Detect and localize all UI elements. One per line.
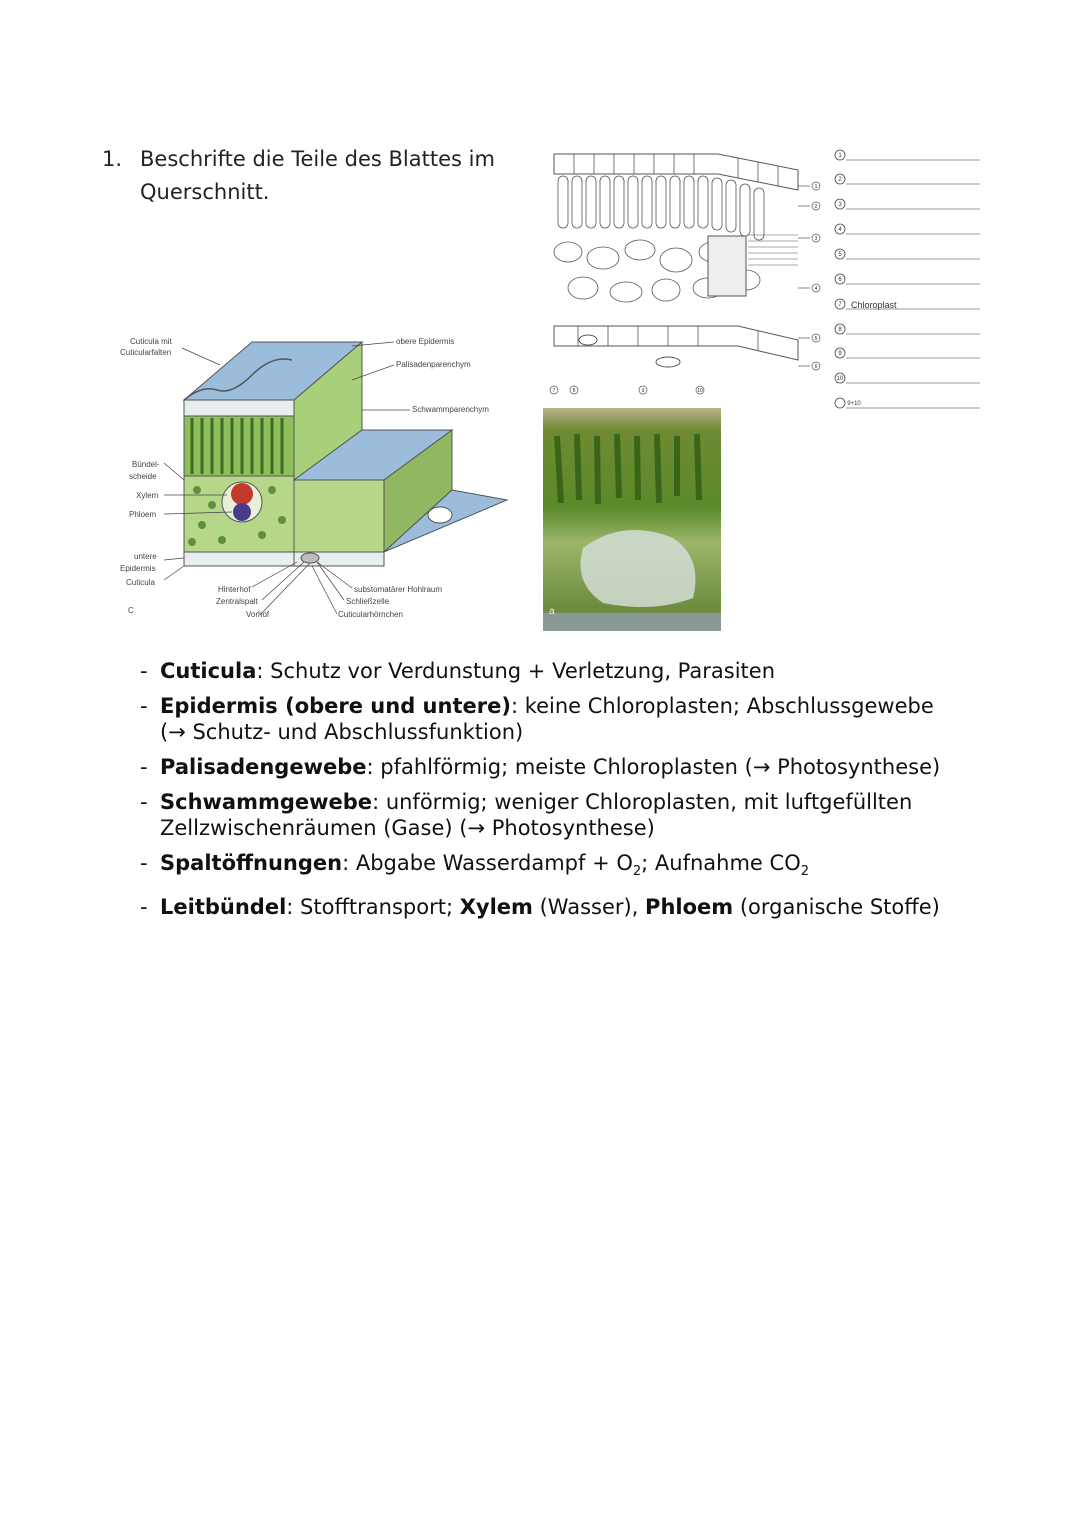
- label-untere-2: Epidermis: [120, 564, 156, 573]
- diagram-marker: 6: [814, 364, 818, 370]
- label-zentralspalt: Zentralspalt: [216, 597, 258, 606]
- task-text: Beschrifte die Teile des Blattes im Querschnitt.: [140, 147, 495, 204]
- label-cuticularhoernchen: Cuticularhörnchen: [338, 610, 403, 619]
- label-cuticula: Cuticula: [126, 578, 155, 587]
- answer-number: 9: [838, 351, 842, 357]
- diagram-marker: 3: [814, 236, 818, 242]
- answer-number: 10: [836, 376, 844, 382]
- note-leitbuendel: - Leitbündel: Stofftransport; Xylem (Wasser), Phloem (organische Stoffe): [140, 895, 940, 919]
- label-substomatar: substomatärer Hohlraum: [354, 585, 443, 594]
- label-palisadenparenchym: Palisadenparenchym: [396, 360, 471, 369]
- note-spaltoeffnungen: - Spaltöffnungen: Abgabe Wasserdampf + $O_2$; Aufnahme $CO_2$: [140, 851, 810, 879]
- note-text: keine Chloroplasten; Abschlussgewebe (→ Schutz- und Abschlussfunktion): [160, 694, 934, 744]
- label-hinterhof: Hinterhof: [218, 585, 251, 594]
- answer-number: 5: [838, 252, 842, 258]
- answer-number: 2: [838, 177, 842, 183]
- diagram-marker: 9: [641, 388, 645, 394]
- note-term: Epidermis (obere und untere): [160, 694, 511, 718]
- note-term: Spaltöffnungen: [160, 851, 343, 875]
- note-text: pfahlförmig; meiste Chloroplasten (→ Photosynthese): [373, 755, 941, 779]
- label-cuticularfalten: Cuticularfalten: [120, 348, 172, 357]
- label-untere-1: untere: [134, 552, 157, 561]
- answer-number: 6: [838, 277, 842, 283]
- answer-number: 7: [838, 302, 842, 308]
- diagram-marker: 8: [572, 388, 576, 394]
- label-xylem: Xylem: [136, 491, 159, 500]
- leaf-micrograph-photo: [543, 408, 721, 631]
- answer-number: 4: [838, 227, 842, 233]
- label-buendel-2: scheide: [129, 472, 157, 481]
- note-term: Schwammgewebe: [160, 790, 373, 814]
- answer-number: 9+10: [847, 401, 861, 407]
- diagram-marker: 5: [814, 336, 818, 342]
- leaf-3d-diagram: [112, 330, 512, 630]
- answer-chloroplast: Chloroplast: [851, 300, 897, 310]
- note-text: unförmig; weniger Chloroplasten, mit luftgefüllten Zellzwischenräumen (Gase) (→ Photosynthese): [160, 790, 913, 840]
- note-cuticula: - Cuticula: Schutz vor Verdunstung + Verletzung, Parasiten: [140, 659, 776, 683]
- label-buendel-1: Bündel-: [132, 460, 160, 469]
- photo-letter: a: [549, 606, 555, 617]
- note-palisadengewebe: - Palisadengewebe: pfahlförmig; meiste Chloroplasten (→ Photosynthese): [140, 755, 941, 779]
- label-panel-letter: C: [128, 606, 134, 615]
- note-epidermis: - Epidermis (obere und untere): keine Chloroplasten; Abschlussgewebe (→ Schutz- und Abschlussfunktion): [140, 694, 934, 744]
- label-schliesszelle: Schließzelle: [346, 597, 390, 606]
- answer-number: 3: [838, 202, 842, 208]
- note-term: Cuticula: [160, 659, 257, 683]
- answer-number: 1: [838, 153, 842, 159]
- diagram-marker: 1: [814, 184, 818, 190]
- note-text: Schutz vor Verdunstung + Verletzung, Parasiten: [263, 659, 776, 683]
- diagram-marker: 10: [697, 388, 703, 394]
- diagram-marker: 4: [814, 286, 818, 292]
- diagram-marker: 7: [552, 388, 556, 394]
- notes-list: [140, 658, 960, 929]
- label-cuticula-mit: Cuticula mit: [130, 337, 172, 346]
- diagram-marker: 2: [814, 204, 818, 210]
- label-obere-epidermis: obere Epidermis: [396, 337, 455, 346]
- task-number: 1.: [102, 147, 123, 171]
- label-phloem: Phloem: [129, 510, 157, 519]
- label-schwammparenchym: Schwammparenchym: [412, 405, 489, 414]
- answer-number: 8: [838, 327, 842, 333]
- note-schwammgewebe: - Schwammgewebe: unförmig; weniger Chloroplasten, mit luftgefüllten Zellzwischenräumen (Gase) (→ Photosynthese): [140, 790, 913, 840]
- note-term: Leitbündel: [160, 895, 287, 919]
- leaf-line-diagram: [548, 140, 988, 410]
- label-vorhof: Vorhof: [246, 610, 270, 619]
- note-term: Palisadengewebe: [160, 755, 367, 779]
